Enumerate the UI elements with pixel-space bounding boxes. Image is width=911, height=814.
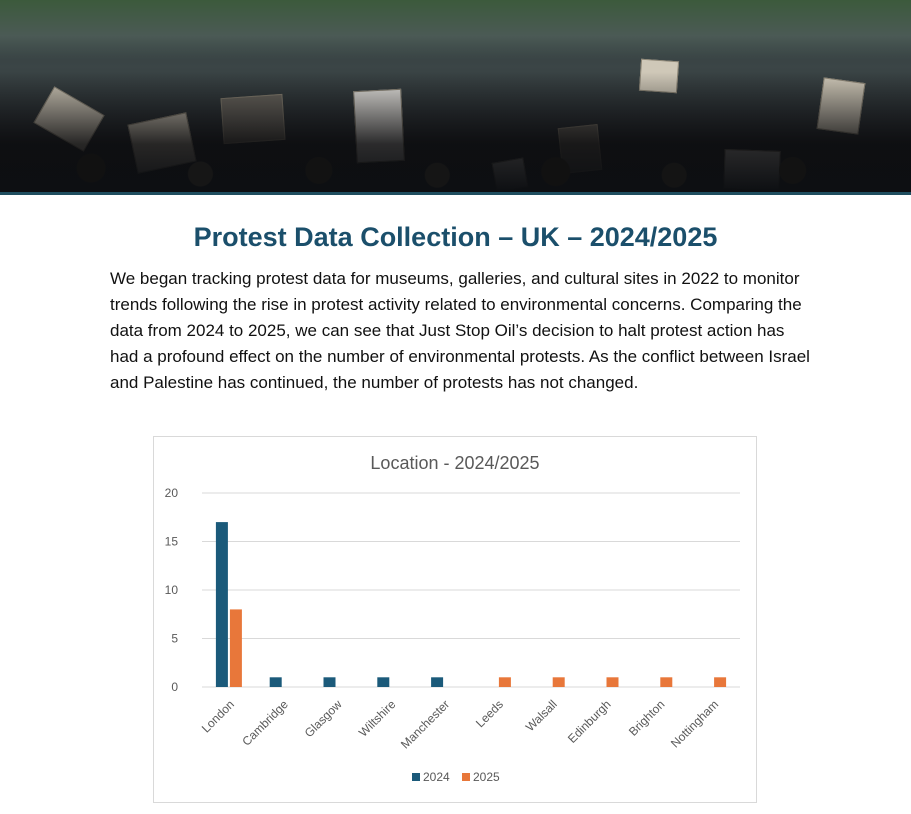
y-axis-ticks: [165, 486, 179, 694]
bar-2024-london: [216, 522, 228, 687]
bar-2024-glasgow: [324, 677, 336, 687]
x-tick-label: Glasgow: [301, 697, 345, 741]
x-tick-label: Leeds: [472, 697, 507, 731]
legend-label: 2025: [473, 770, 500, 784]
x-tick-label: Edinburgh: [565, 697, 614, 746]
chart-title: Location - 2024/2025: [370, 453, 540, 473]
bar-2025-nottingham: [714, 677, 726, 687]
legend-swatch-2025: [462, 773, 470, 781]
x-tick-label: Manchester: [397, 697, 453, 752]
hero-sky: [0, 0, 911, 60]
chart-legend: [412, 770, 500, 784]
y-tick-label: 10: [164, 583, 178, 597]
hero-banner-photo: [0, 0, 911, 192]
banner-divider: [0, 192, 911, 195]
x-tick-label: Cambridge: [239, 697, 291, 749]
bar-2024-manchester: [431, 677, 443, 687]
bars: [216, 522, 726, 687]
bar-2025-walsall: [553, 677, 565, 687]
bar-2024-wiltshire: [377, 677, 389, 687]
gridlines: [202, 493, 740, 687]
y-tick-label: 5: [171, 631, 178, 646]
bar-2025-leeds: [499, 677, 511, 687]
hero-crowd: [0, 72, 911, 192]
x-tick-label: Walsall: [522, 697, 560, 735]
bar-2025-london: [230, 609, 242, 687]
x-tick-label: Brighton: [625, 697, 668, 739]
x-tick-label: Nottingham: [667, 697, 722, 751]
bar-2025-edinburgh: [607, 677, 619, 687]
x-tick-label: London: [198, 697, 238, 736]
x-axis-ticks: [199, 697, 721, 751]
y-tick-label: 15: [164, 534, 178, 549]
page-title: Protest Data Collection – UK – 2024/2025: [193, 222, 718, 252]
bar-2025-brighton: [660, 677, 672, 687]
location-chart: [153, 436, 757, 803]
legend-swatch-2024: [412, 773, 420, 781]
chart-canvas: [154, 437, 756, 802]
y-tick-label: 0: [171, 680, 178, 694]
y-tick-label: 20: [164, 486, 178, 500]
x-tick-label: Wiltshire: [355, 697, 399, 740]
bar-2024-cambridge: [270, 677, 282, 687]
intro-paragraph: We began tracking protest data for museums, galleries, and cultural sites in 2022 to monitor trends following the rise in protest activity related to environmental concerns. Comparing the data from 2024 to 2025, we can see that Just Stop Oil’s decision to halt protest action has had a profound effect on the number of environmental protests. As the conflict between Israel and Palestine has continued, the number of protests has not changed.: [110, 269, 810, 392]
legend-label: 2024: [423, 770, 450, 784]
